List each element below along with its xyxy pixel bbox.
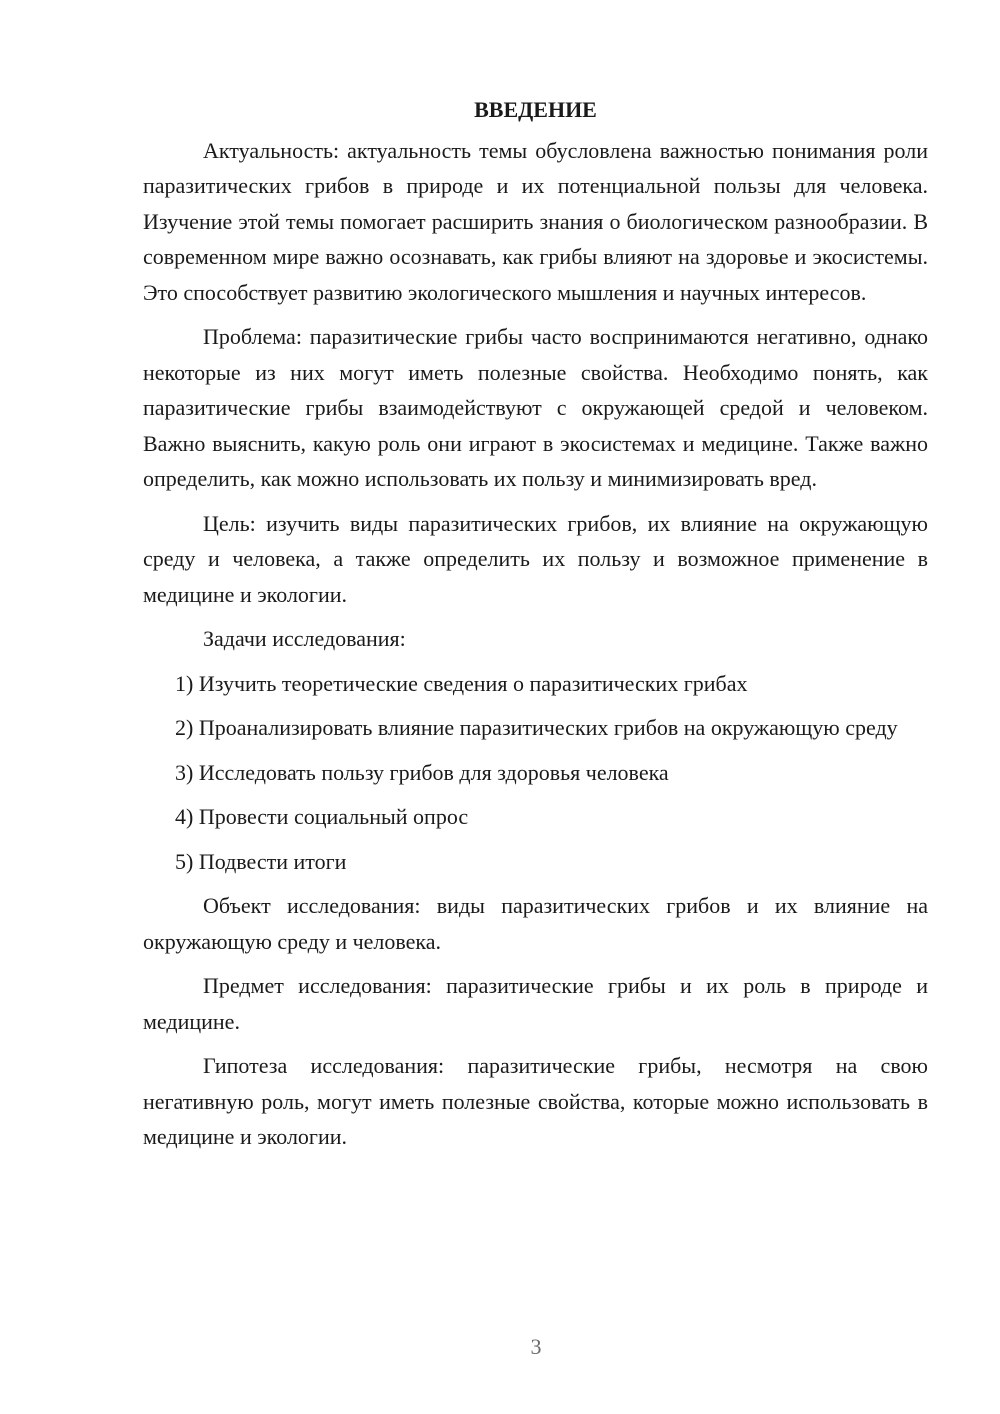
task-item: 3) Исследовать пользу грибов для здоровья человека <box>175 759 669 785</box>
task-item: 2) Проанализировать влияние паразитических грибов на окружающую среду <box>175 715 898 740</box>
page-number: 3 <box>530 1334 542 1359</box>
paragraph-hypothesis: Гипотеза исследования: паразитические грибы, несмотря на свою негативную роль, могут иметь полезные свойства, которые можно использовать в медицине и экологии. <box>143 1053 928 1149</box>
paragraph-goal: Цель: изучить виды паразитических грибов, их влияние на окружающую среду и человека, а также определить их пользу и возможное применение в медицине и экологии. <box>143 510 928 607</box>
page-content <box>143 92 928 1155</box>
paragraph-object: Объект исследования: виды паразитических грибов и их влияние на окружающую среду и человека. <box>143 893 928 954</box>
paragraph-subject: Предмет исследования: паразитические грибы и их роль в природе и медицине. <box>143 973 928 1034</box>
task-item: 4) Провести социальный опрос <box>175 804 469 829</box>
page-title: ВВЕДЕНИЕ <box>474 97 597 122</box>
task-item: 1) Изучить теоретические сведения о паразитических грибах <box>175 670 748 696</box>
task-item: 5) Подвести итоги <box>175 848 347 874</box>
paragraph-problem: Проблема: паразитические грибы часто воспринимаются негативно, однако некоторые из них могут иметь полезные свойства. Необходимо понять, как паразитические грибы взаимодействуют с окружающей средой и человеком. Важно выяснить, какую роль они играют в экосистемах и медицине. Также важно определить, как можно использовать их пользу и минимизировать вред. <box>143 324 928 491</box>
paragraph-tasks-heading: Задачи исследования: <box>203 626 406 651</box>
paragraph-relevance: Актуальность: актуальность темы обусловлена важностью понимания роли паразитических грибов в природе и их потенциальной пользы для человека. Изучение этой темы помогает расширить знания о биологическом разнообразии. В современном мире важно осознавать, как грибы влияют на здоровье и экосистемы. Это способствует развитию экологического мышления и научных интересов. <box>143 137 928 305</box>
